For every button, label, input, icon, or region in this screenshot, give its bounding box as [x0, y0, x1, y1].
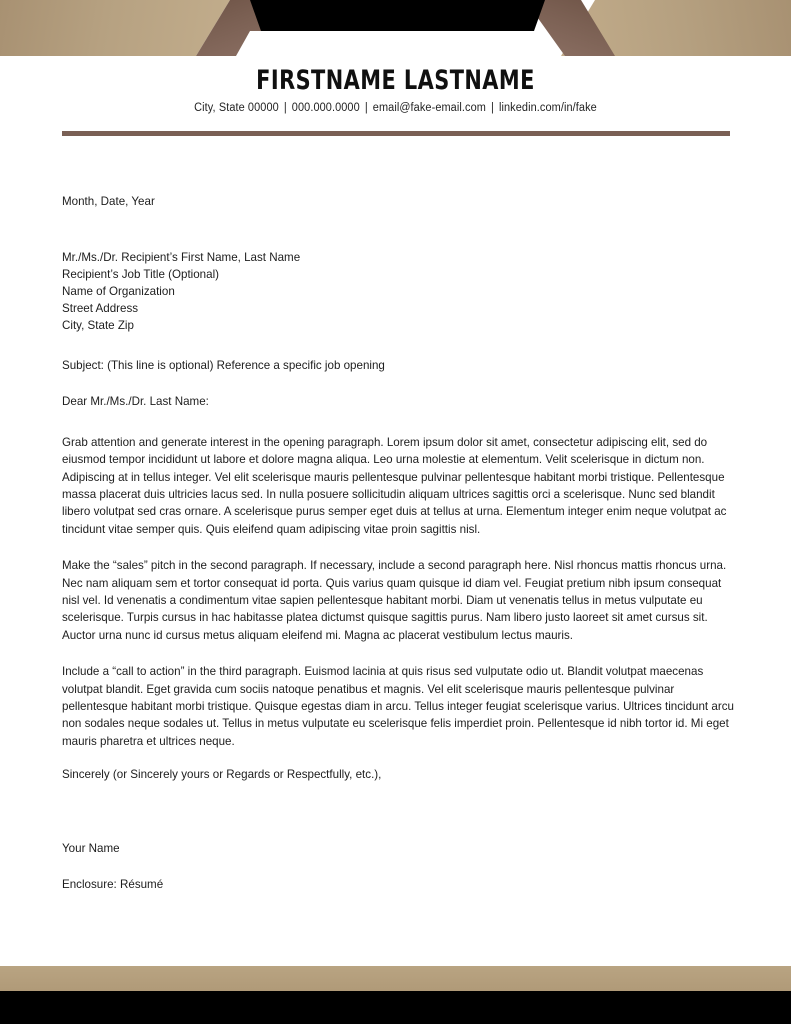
body-paragraph-3: Include a “call to action” in the third paragraph. Euismod lacinia at quis risus sed vulputate odio ut. Blandit volutpat maecenas volutpat blandit. Eget gravida cum sociis natoque penatibus et magnis. Vel elit scelerisque mauris pellentesque pulvinar pellentesque habitant morbi tristique. Quisque egestas diam in arcu. Tellus integer feugiat scelerisque varius. Ultrices tincidunt arcu non sodales neque sodales ut. Tellus in metus vulputate eu scelerisque felis imperdiet proin. Pellentesque id nibh tortor id. Mi eget mauris pharetra et ultrices neque. — [62, 665, 734, 748]
closing-line: Sincerely (or Sincerely yours or Regards or Respectfully, etc.), — [62, 768, 382, 782]
recipient-address-block — [62, 249, 734, 334]
header-divider — [62, 131, 730, 136]
banner-white-notch-shape — [236, 31, 556, 56]
recipient-job-title: Recipient’s Job Title (Optional) — [62, 267, 220, 281]
contact-line — [20, 102, 771, 114]
salutation-line: Dear Mr./Ms./Dr. Last Name: — [62, 395, 209, 409]
recipient-city-state-zip: City, State Zip — [62, 318, 134, 332]
contact-email[interactable]: email@fake-email.com — [372, 101, 486, 114]
contact-separator-1: | — [283, 101, 287, 114]
contact-separator-2: | — [364, 101, 368, 114]
body-paragraph-2: Make the “sales” pitch in the second paragraph. If necessary, include a second paragraph here. Nisl rhoncus mattis rhoncus urna. Nec nam aliquam sem et tortor consequat id porta. Quis varius quam quisque id diam vel. Feugiat pretium nibh ipsum consequat nisl vel. Id venenatis a condimentum vitae sapien pellentesque habitant morbi. Diam ut venenatis tellus in metus vulputate eu scelerisque. Turpis cursus in hac habitasse platea dictumst quisque sagittis purus. Nam libero justo laoreet sit amet cursus sit. Auctor urna nunc id cursus metus aliquam eleifend mi. Magna ac placerat vestibulum lectus mauris. — [62, 559, 727, 642]
body-paragraph-1: Grab attention and generate interest in the opening paragraph. Lorem ipsum dolor sit amet, consectetur adipiscing elit, sed do eiusmod tempor incididunt ut labore et dolore magna aliqua. Leo urna molestie at elementum. Velit scelerisque in dictum non. Adipiscing at in tellus integer. Vel elit scelerisque mauris pellentesque pulvinar pellentesque habitant morbi tristique. Pellentesque massa placerat duis ultricies lacus sed. In nulla posuere sollicitudin aliquam ultrices sagittis orci a scelerisque. Nunc sed blandit libero volutpat sed cras ornare. A scelerisque purus semper eget duis at tellus at urna. Elementum integer enim neque volutpat ac tincidunt vitae semper quis. Quis eleifend quam adipiscing vitae proin sagittis nisl. — [62, 435, 727, 536]
signature-name: Your Name — [62, 841, 120, 855]
header-banner — [0, 0, 791, 56]
contact-phone: 000.000.0000 — [291, 101, 360, 114]
page-title: FIRSTNAME LASTNAME — [256, 65, 535, 96]
contact-linkedin[interactable]: linkedin.com/in/fake — [498, 101, 597, 114]
recipient-name: Mr./Ms./Dr. Recipient’s First Name, Last Name — [62, 250, 301, 264]
contact-location: City, State 00000 — [194, 101, 279, 114]
recipient-organization: Name of Organization — [62, 284, 175, 298]
footer-black-band — [0, 991, 791, 1024]
enclosure-line: Enclosure: Résumé — [62, 878, 164, 892]
banner-tan-left-shape — [0, 0, 230, 56]
subject-line: Subject: (This line is optional) Reference a specific job opening — [62, 358, 385, 372]
letter-body — [62, 196, 734, 891]
footer-tan-band — [0, 966, 791, 991]
recipient-street-address: Street Address — [62, 301, 139, 315]
contact-separator-3: | — [490, 101, 494, 114]
name-block — [0, 66, 791, 114]
banner-black-shape — [250, 0, 545, 31]
date-line: Month, Date, Year — [62, 195, 155, 208]
